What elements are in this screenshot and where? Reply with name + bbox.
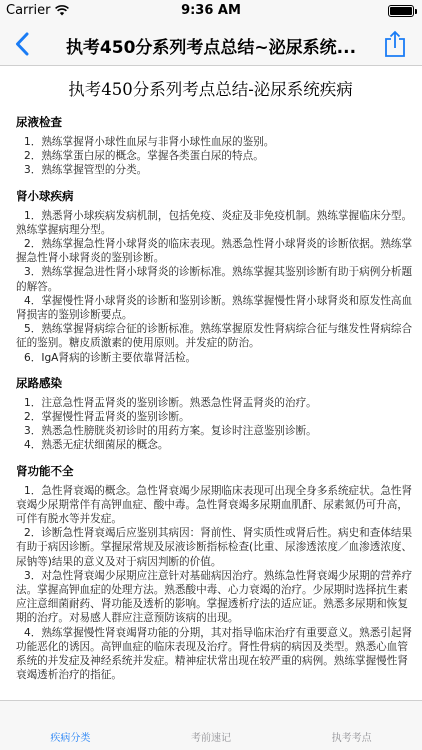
tab-label: 疾病分类 <box>50 733 91 744</box>
list-item: 1．熟悉肾小球疾病发病机制，包括免疫、炎症及非免疫机制。熟练掌握临床分型。熟练掌握病理分型。 <box>16 209 413 236</box>
chevron-left-icon <box>15 32 29 56</box>
list-item: 6．IgA肾病的诊断主要依靠肾活检。 <box>24 351 197 364</box>
tab-exam-points[interactable] <box>281 701 422 750</box>
status-bar <box>0 0 422 22</box>
list-item: 1．注意急性肾盂肾炎的鉴别诊断。熟悉急性肾盂肾炎的治疗。 <box>24 396 317 409</box>
list-item: 4．熟悉无症状细菌尿的概念。 <box>24 439 169 452</box>
list-item: 1．熟练掌握肾小球性血尿与非肾小球性血尿的鉴别。 <box>24 136 275 148</box>
tab-disease-category[interactable] <box>0 701 141 750</box>
section-heading: 尿路感染 <box>16 375 62 390</box>
list-item: 3．熟悉急性膀胱炎初诊时的用药方案。复诊时注意鉴别诊断。 <box>24 425 317 438</box>
list-item: 5．熟练掌握肾病综合征的诊断标准。熟练掌握原发性肾病综合征与继发性肾病综合征的鉴别。糖皮质激素的使用原则。并发症的防治。 <box>16 323 413 350</box>
document-sections <box>8 114 413 683</box>
nav-title: 执考450分系列考点总结~泌尿系统... <box>65 38 357 58</box>
section-heading: 尿液检查 <box>16 115 62 129</box>
list-item: 4．掌握慢性肾小球肾炎的诊断和鉴别诊断。熟练掌握慢性肾小球肾炎和原发性高血肾损害的鉴别诊断要点。 <box>16 294 413 322</box>
battery-icon <box>388 5 414 17</box>
list-item: 2．熟练掌握急性肾小球肾炎的临床表现。熟悉急性肾小球肾炎的诊断依据。熟练掌握急性肾小球肾炎的鉴别诊断。 <box>16 238 413 265</box>
battery-level <box>390 7 412 15</box>
list-item: 3．熟练掌握急进性肾小球肾炎的诊断标准。熟练掌握其鉴别诊断有助于病例分析题的解答。 <box>16 266 413 293</box>
list-item: 2．诊断急性肾衰竭后应鉴别其病因：肾前性、肾实质性或肾后性。病史和查体结果有助于病因诊断。掌握尿常规及尿液诊断指标检查(比重、尿渗透浓度／血渗透浓度、尿钠等)结果的意义及对于病因判断的价值。 <box>16 527 413 568</box>
back-button[interactable] <box>6 28 38 60</box>
section-heading: 肾功能不全 <box>16 463 74 478</box>
list-item: 4．熟练掌握慢性肾衰竭肾功能的分期，其对指导临床治疗有重要意义。熟悉引起肾功能恶化的诱因。高钾血症的临床表现及治疗。肾性骨病的病因及类型。熟悉心血管系统的并发症及神经系统并发症。精神症状常出现在较严重的病例。熟练掌握慢性肾衰竭透析治疗的指征。 <box>16 626 413 682</box>
list-item: 3．对急性肾衰竭少尿期应注意针对基础病因治疗。熟练急性肾衰竭少尿期的营养疗法。掌握高钾血症的处理方法。熟悉酸中毒、心力衰竭的治疗。少尿期时选择抗生素应注意细菌耐药、肾功能及透析的影响。掌握透析疗法的适应证。熟悉多尿期和恢复期的治疗。对易感人群应注意预防该病的出现。 <box>16 569 413 625</box>
document-title: 执考450分系列考点总结-泌尿系统疾病 <box>68 80 353 99</box>
section-heading: 肾小球疾病 <box>16 188 74 203</box>
tab-quick-memory[interactable] <box>141 701 282 750</box>
carrier-label: Carrier <box>6 3 51 18</box>
article-content[interactable] <box>0 67 422 700</box>
tab-label: 执考考点 <box>331 733 372 744</box>
status-time: 9:36 AM <box>181 3 241 18</box>
navigation-bar <box>0 22 422 66</box>
tab-label: 考前速记 <box>191 733 231 744</box>
share-icon <box>384 30 406 58</box>
list-item: 3．熟练掌握管型的分类。 <box>24 164 148 177</box>
list-item: 1．急性肾衰竭的概念。急性肾衰竭少尿期临床表现可出现全身多系统症状。急性肾衰竭少尿期常伴有高钾血症、酸中毒。急性肾衰竭多尿期血肌酐、尿素氮仍可升高，可伴有脱水等并发症。 <box>16 484 413 526</box>
share-button[interactable] <box>380 28 410 60</box>
tab-bar <box>0 700 422 750</box>
list-item: 2．熟练掌蛋白尿的概念。掌握各类蛋白尿的特点。 <box>24 150 264 163</box>
list-item: 2．掌握慢性肾盂肾炎的鉴别诊断。 <box>24 411 190 424</box>
